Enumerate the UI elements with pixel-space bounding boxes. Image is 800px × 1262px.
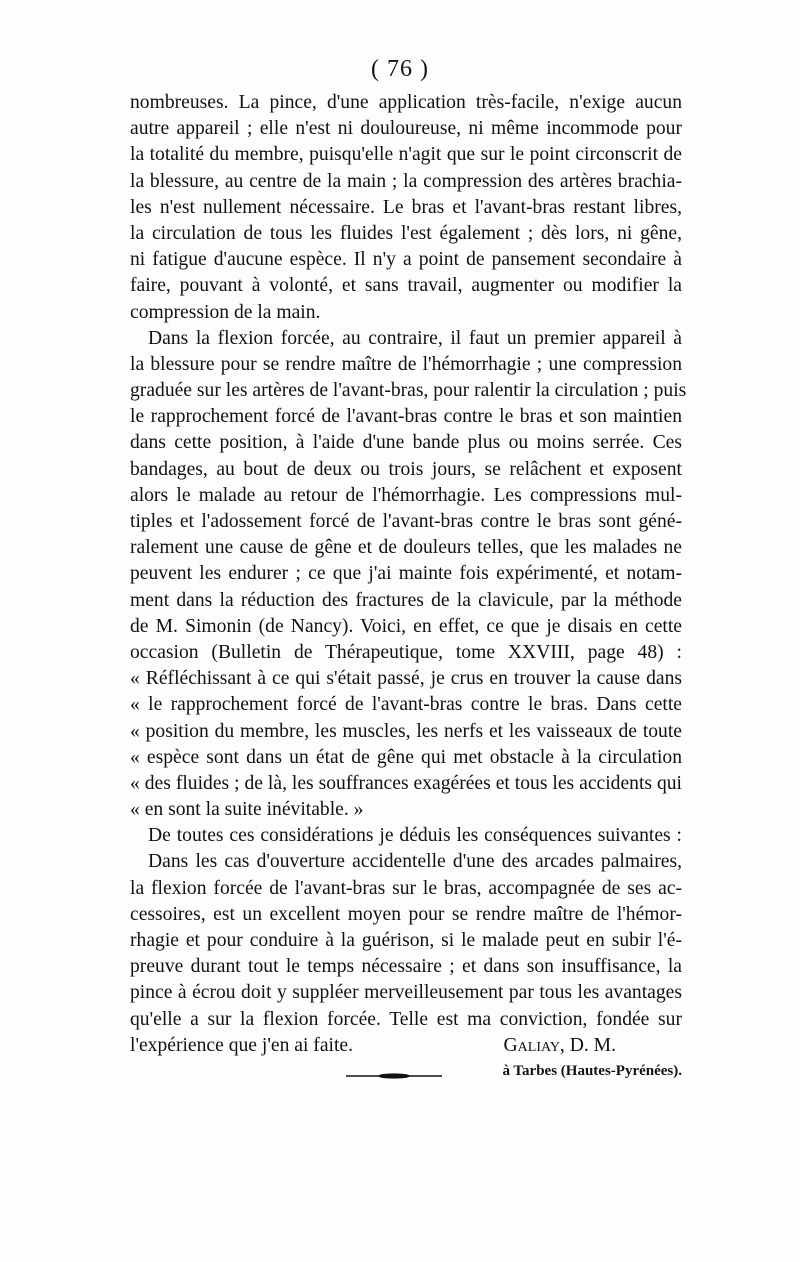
text-line: la flexion forcée de l'avant-bras sur le bras, accompagnée de ses ac- <box>130 877 682 899</box>
author-signature: Galiay, D. M. <box>503 1034 616 1056</box>
quote-line: « le rapprochement forcé de l'avant-bras contre le bras. Dans cette <box>130 694 682 716</box>
text-line: rhagie et pour conduire à la guérison, si le malade peut en subir l'é- <box>130 930 682 951</box>
text-line: la totalité du membre, puisqu'elle n'agit que sur le point circonscrit de <box>130 144 682 166</box>
text-line: ralement une cause de gêne et de douleurs telles, que les malades ne <box>130 537 682 559</box>
text-line: dans cette position, à l'aide d'une bande plus ou moins serrée. Ces <box>130 432 682 454</box>
text-line: compression de la main. <box>130 301 321 323</box>
quote-line: « des fluides ; de là, les souffrances exagérées et tous les accidents qui <box>130 772 682 794</box>
text-line: nombreuses. La pince, d'une application très-facile, n'exige aucun <box>130 92 682 113</box>
text-line: graduée sur les artères de l'avant-bras, pour ralentir la circulation ; puis <box>130 380 687 402</box>
text-line: la blessure pour se rendre maître de l'hémorrhagie ; une compression <box>130 353 682 375</box>
text-line: Dans les cas d'ouverture accidentelle d'une des arcades palmaires, <box>148 851 682 873</box>
text-line: le rapprochement forcé de l'avant-bras contre le bras et son maintien <box>130 406 682 428</box>
text-line: cessoires, est un excellent moyen pour se rendre maître de l'hémor- <box>130 903 682 925</box>
quote-line: « position du membre, les muscles, les nerfs et les vaisseaux de toute <box>130 720 682 742</box>
closing-line <box>130 1033 682 1059</box>
text-line: Dans la flexion forcée, au contraire, il faut un premier appareil à <box>148 327 682 349</box>
text-line: de M. Simonin (de Nancy). Voici, en effet, ce que je disais en cette <box>130 615 682 637</box>
text-line: preuve durant tout le temps nécessaire ; et dans son insuffisance, la <box>130 956 682 978</box>
ornamental-rule-icon <box>344 1071 444 1081</box>
text-line: les n'est nullement nécessaire. Le bras et l'avant-bras restant libres, <box>130 196 682 218</box>
page-number: ( 76 ) <box>371 56 429 82</box>
text-line: occasion (Bulletin de Thérapeutique, tome XXVIII, page 48) : <box>130 641 682 663</box>
body-text <box>130 90 687 1083</box>
quote-line: « espèce sont dans un état de gêne qui met obstacle à la circulation <box>130 746 682 768</box>
text-line: pince à écrou doit y suppléer merveilleusement par tous les avantages <box>130 982 682 1004</box>
closing-text: l'expérience que j'en ai faite. <box>130 1034 354 1056</box>
text-line: la circulation de tous les fluides l'est également ; dès lors, ni gêne, <box>130 222 682 244</box>
text-line: De toutes ces considérations je déduis les conséquences suivantes : <box>148 825 682 847</box>
quote-line: « Réfléchissant à ce qui s'était passé, je crus en trouver la cause dans <box>130 668 682 690</box>
text-line: alors le malade au retour de l'hémorrhagie. Les compressions mul- <box>130 484 682 506</box>
text-line: qu'elle a sur la flexion forcée. Telle est ma conviction, fondée sur <box>130 1008 682 1030</box>
text-line: la blessure, au centre de la main ; la compression des artères brachia- <box>130 170 682 192</box>
quote-line: « en sont la suite inévitable. » <box>130 799 364 821</box>
text-line: bandages, au bout de deux ou trois jours, se relâchent et exposent <box>130 458 682 480</box>
text-line: faire, pouvant à volonté, et sans travail, augmenter ou modifier la <box>130 275 682 297</box>
text-line: peuvent les endurer ; ce que j'ai mainte fois expérimenté, et notam- <box>130 563 682 585</box>
text-line: tiples et l'adossement forcé de l'avant-bras contre le bras sont géné- <box>130 511 682 532</box>
text-line: autre appareil ; elle n'est ni douloureuse, ni même incommode pour <box>130 118 682 140</box>
author-location: à Tarbes (Hautes-Pyrénées). <box>502 1062 682 1079</box>
text-line: ni fatigue d'aucune espèce. Il n'y a point de pansement secondaire à <box>130 249 682 271</box>
text-line: ment dans la réduction des fractures de la clavicule, par la méthode <box>130 589 682 611</box>
